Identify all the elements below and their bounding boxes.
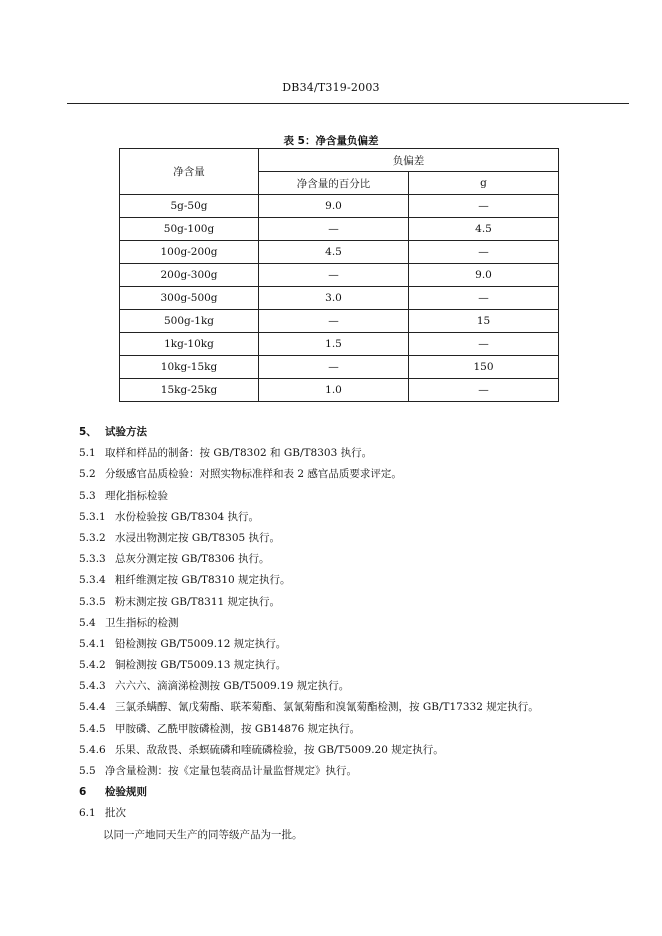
section-number: 5.5 [79,765,96,777]
cell-grams: 9.0 [409,264,559,287]
table-row [120,264,559,287]
cell-net-content: 200g-300g [120,264,259,287]
page-header-code: DB34/T319-2003 [282,81,380,94]
section-line [79,719,639,740]
test-methods-body [79,422,639,846]
section-text: 总灰分测定按 GB/T8306 执行。 [115,553,270,566]
section-line [79,740,639,761]
section-number: 5.4.5 [79,722,106,735]
section-line [79,782,639,803]
section-text: 粉末测定按 GB/T8311 规定执行。 [115,595,281,608]
section-text: 取样和样品的制备：按 GB/T8302 和 GB/T8303 执行。 [105,447,373,460]
section-line [79,528,639,549]
cell-net-content: 15kg-25kg [120,379,259,402]
cell-grams: 150 [409,356,559,379]
cell-net-content: 300g-500g [120,287,259,310]
section-text: 铅检测按 GB/T5009.12 规定执行。 [115,637,287,650]
section-line [79,549,639,570]
table-row [120,218,559,241]
cell-percentage: 9.0 [259,195,409,218]
section-text: 粗纤维测定按 GB/T8310 规定执行。 [115,574,291,587]
section-line [79,422,639,443]
section-number: 5.4.1 [79,637,106,650]
section-line [79,592,639,613]
section-line [79,570,639,591]
cell-percentage: 4.5 [259,241,409,264]
cell-grams: — [409,379,559,402]
section-text: 净含量检测：按《定量包装商品计量监督规定》执行。 [105,765,357,777]
cell-net-content: 1kg-10kg [120,333,259,356]
table-row [120,310,559,333]
cell-percentage: — [259,264,409,287]
cell-net-content: 10kg-15kg [120,356,259,379]
table-row [120,379,559,402]
net-content-tolerance-table [119,148,559,402]
cell-percentage: — [259,356,409,379]
section-number: 5.3.3 [79,553,106,566]
section-number: 5.4 [79,616,96,629]
section-line [79,761,639,782]
table-row [120,287,559,310]
section-text: 分级感官品质检验：对照实物标准样和表 2 感官品质要求评定。 [105,468,402,481]
cell-net-content: 5g-50g [120,195,259,218]
section-line [79,507,639,528]
cell-net-content: 100g-200g [120,241,259,264]
section-line [79,825,639,846]
header-grams: g [409,172,559,195]
table-caption: 表 5：净含量负偏差 [283,135,379,147]
section-number: 5.1 [79,447,96,460]
cell-percentage: 1.0 [259,379,409,402]
section-line [79,613,639,634]
section-text: 检验规则 [105,786,147,799]
cell-percentage: — [259,310,409,333]
cell-grams: 4.5 [409,218,559,241]
section-text: 水份检验按 GB/T8304 执行。 [115,510,260,523]
section-line [79,697,639,718]
section-line [79,486,639,507]
section-text: 甲胺磷、乙酰甲胺磷检测，按 GB14876 规定执行。 [115,722,361,735]
section-number: 5.3 [79,489,96,502]
section-line [79,443,639,464]
section-text: 理化指标检验 [105,489,168,502]
header-net-content: 净含量 [120,149,259,195]
section-number: 5.4.4 [79,701,106,714]
section-text: 铜检测按 GB/T5009.13 规定执行。 [115,659,287,672]
cell-net-content: 500g-1kg [120,310,259,333]
header-negative-deviation: 负偏差 [259,149,559,172]
section-number: 5、 [79,426,97,438]
section-text: 批次 [105,807,126,820]
section-text: 试验方法 [105,426,147,438]
cell-percentage: 3.0 [259,287,409,310]
table-row [120,333,559,356]
table-header-row [120,149,559,172]
section-line [79,634,639,655]
section-text: 三氯杀螨醇、氰戊菊酯、联苯菊酯、氯氰菊酯和溴氰菊酯检测，按 GB/T17332 规定执行。 [115,701,539,714]
section-line [79,655,639,676]
cell-percentage: 1.5 [259,333,409,356]
section-line [79,803,639,824]
section-number: 6 [79,786,87,799]
cell-grams: — [409,287,559,310]
section-line [79,676,639,697]
cell-percentage: — [259,218,409,241]
section-number: 5.4.3 [79,680,106,693]
section-number: 5.3.2 [79,531,106,544]
section-number: 5.4.2 [79,659,106,672]
table-row [120,241,559,264]
section-text: 水浸出物测定按 GB/T8305 执行。 [115,531,281,544]
section-number: 5.2 [79,468,96,481]
section-number: 5.3.5 [79,595,106,608]
section-text: 乐果、敌敌畏、杀螟硫磷和喹硫磷检验，按 GB/T5009.20 规定执行。 [115,743,444,756]
section-text: 六六六、滴滴涕检测按 GB/T5009.19 规定执行。 [115,680,350,693]
table-row [120,356,559,379]
header-percentage: 净含量的百分比 [259,172,409,195]
cell-grams: 15 [409,310,559,333]
section-line [79,464,639,485]
table-row [120,195,559,218]
cell-grams: — [409,333,559,356]
cell-grams: — [409,241,559,264]
cell-grams: — [409,195,559,218]
cell-net-content: 50g-100g [120,218,259,241]
section-number: 6.1 [79,807,96,820]
section-number: 5.3.4 [79,574,106,587]
section-text: 卫生指标的检测 [105,616,179,629]
header-divider [67,103,629,104]
section-number: 5.4.6 [79,743,106,756]
section-text: 以同一产地同天生产的同等级产品为一批。 [103,828,303,841]
section-number: 5.3.1 [79,510,106,523]
